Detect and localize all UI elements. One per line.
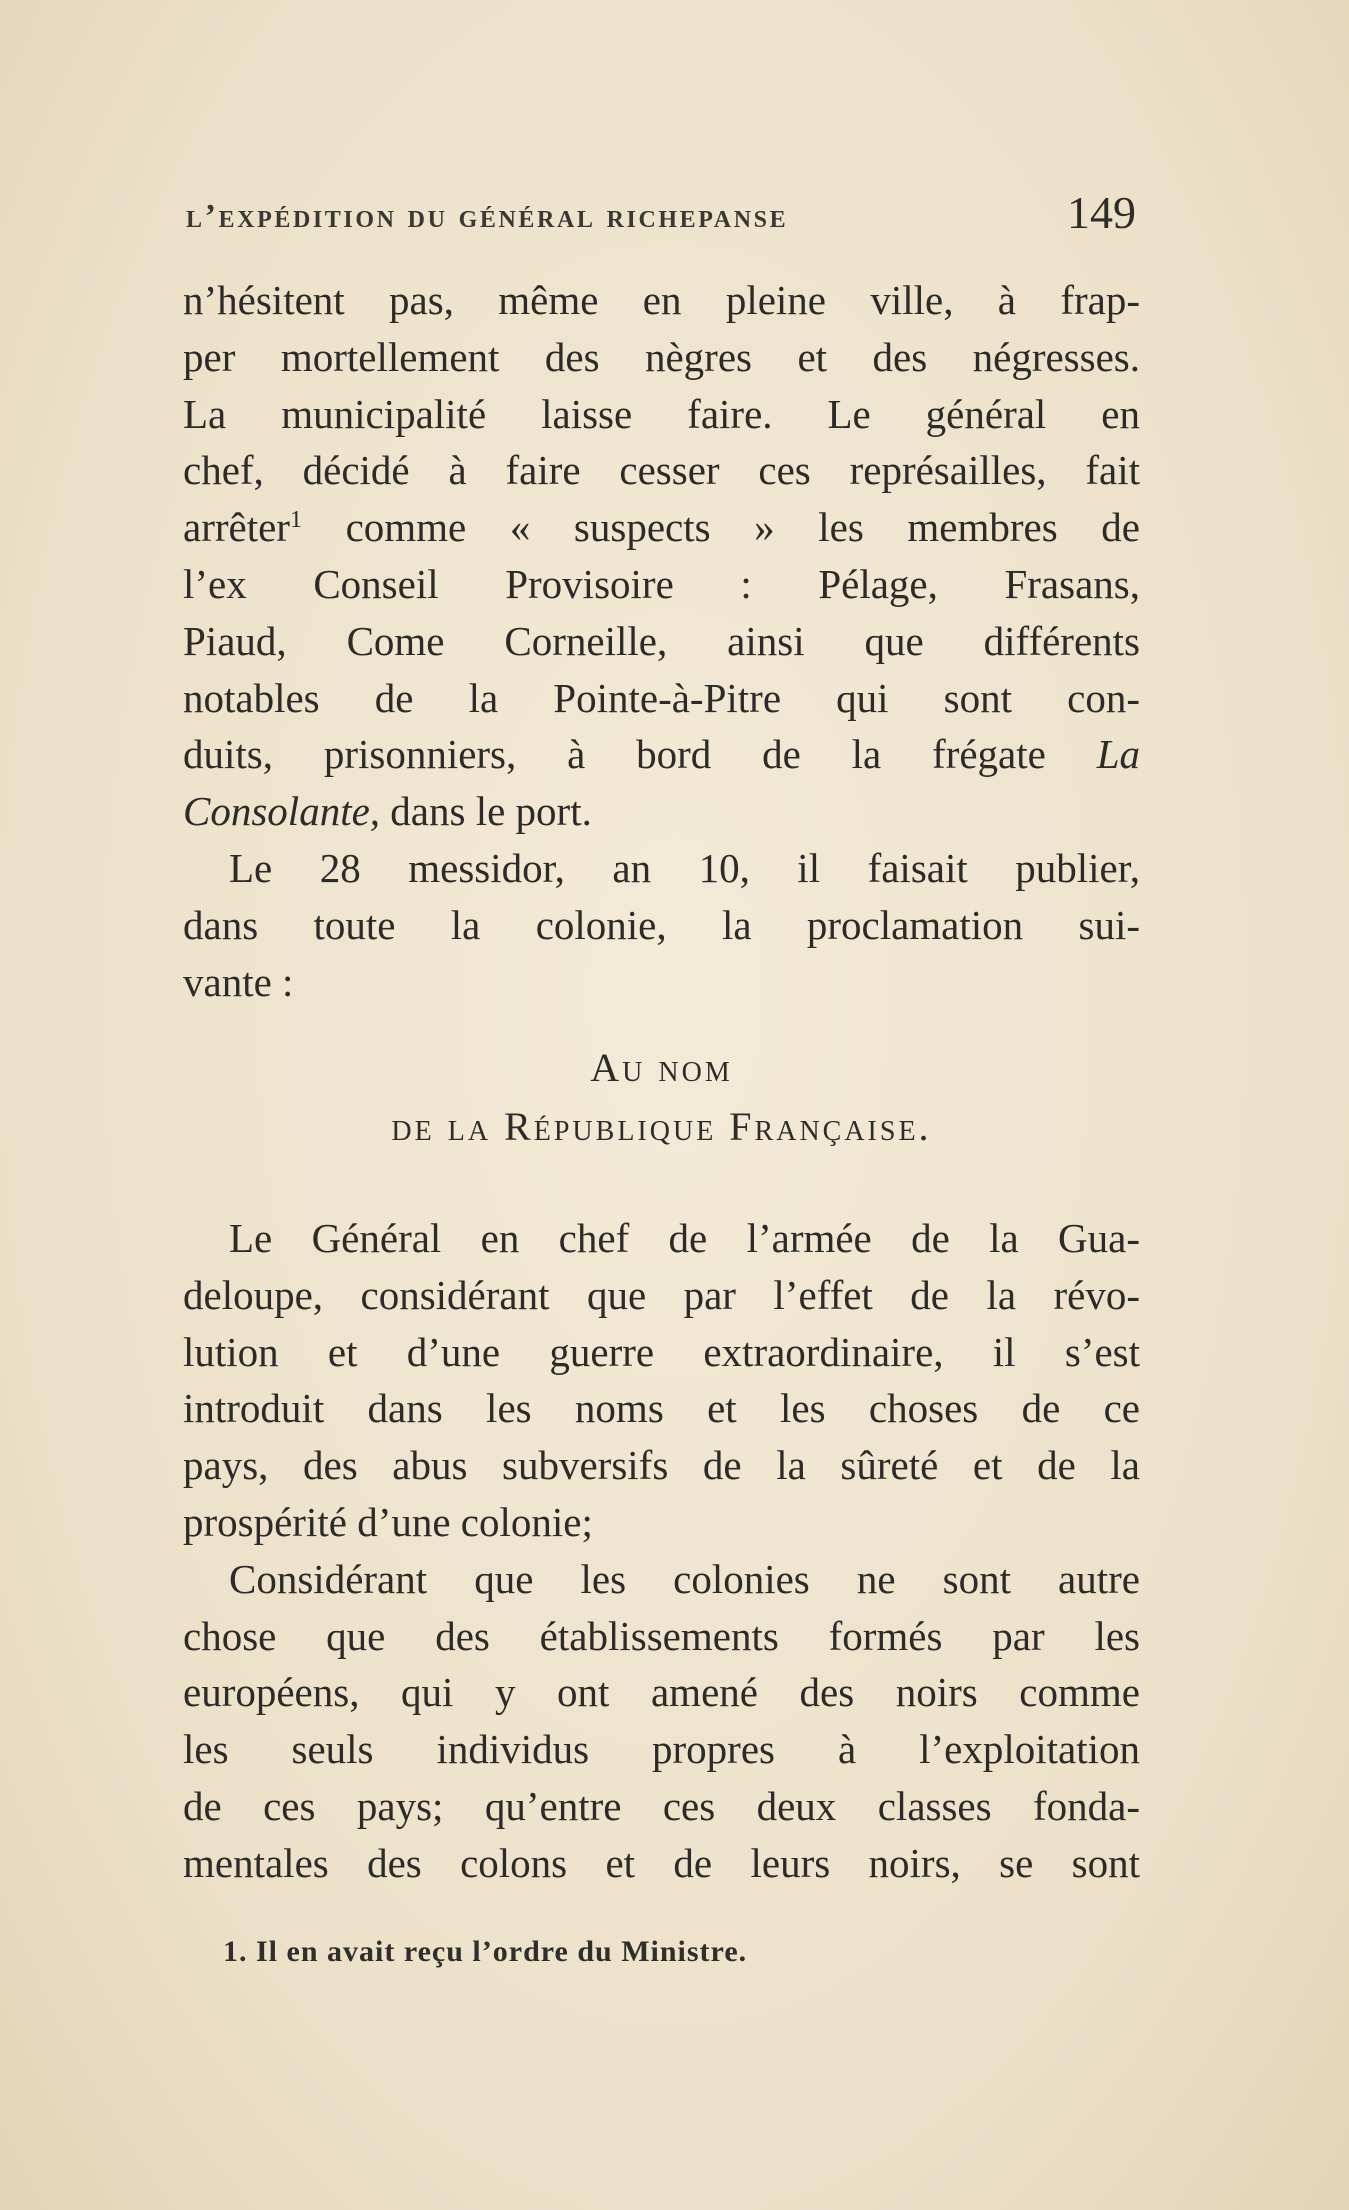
text-line: dans toute la colonie, la proclamation sui- [183,901,1140,948]
proclamation-text [183,1210,1140,1892]
text-line: n’hésitent pas, même en pleine ville, à frap- [183,277,1140,323]
text-line [183,783,1140,840]
text-line: chose que des établissements formés par les [183,1612,1140,1659]
text-line: Piaud, Come Corneille, ainsi que différents [183,617,1140,664]
line-text: dans le port. [390,788,592,835]
running-title: l’expédition du général richepanse [186,198,789,235]
ship-name-part1: La [1096,731,1141,778]
text-line: les seuls individus propres à l’exploitation [183,1726,1140,1773]
page-number: 149 [1067,187,1136,238]
line-start: arrêter [183,504,290,551]
proclamation-heading-line-2: de la République Française. [391,1104,932,1149]
ship-name-part2: Consolante, [183,788,381,835]
footnote-marker: 1 [289,507,302,534]
text-line: Considérant que les colonies ne sont autre [229,1555,1140,1602]
text-line: vante : [183,958,294,1005]
text-line: Le Général en chef de l’armée de la Gua- [229,1215,1140,1261]
text-line: prospérité d’une colonie; [183,1498,593,1545]
line-text: duits, prisonniers, à bord de la frégate [183,731,1046,778]
text-line: lution et d’une guerre extraordinaire, il s’est [183,1328,1140,1375]
text-line: l’ex Conseil Provisoire : Pélage, Frasans, [183,560,1140,607]
text-line: notables de la Pointe-à-Pitre qui sont con- [183,674,1140,721]
text-line: européens, qui y ont amené des noirs comme [183,1669,1140,1716]
text-line: introduit dans les noms et les choses de ce [183,1385,1140,1432]
body-text [183,272,1140,1010]
text-line-with-footnote [183,499,1140,556]
footnote: 1. Il en avait reçu l’ordre du Ministre. [223,1935,748,1968]
text-line: chef, décidé à faire cesser ces représailles, fait [183,447,1140,494]
text-line: de ces pays; qu’entre ces deux classes fonda- [183,1782,1140,1829]
text-line: Le 28 messidor, an 10, il faisait publier, [229,844,1140,891]
running-head [186,186,1136,246]
text-line [183,726,1140,783]
proclamation-heading-line-1: Au nom [590,1045,733,1090]
text-line: per mortellement des nègres et des négresses. [183,333,1140,380]
line-rest: comme « suspects » les membres de [345,504,1140,551]
text-line: mentales des colons et de leurs noirs, se sont [183,1839,1140,1886]
text-line: pays, des abus subversifs de la sûreté et de la [183,1442,1140,1489]
text-line: deloupe, considérant que par l’effet de la révo- [183,1271,1140,1318]
text-line: La municipalité laisse faire. Le général en [183,390,1140,437]
